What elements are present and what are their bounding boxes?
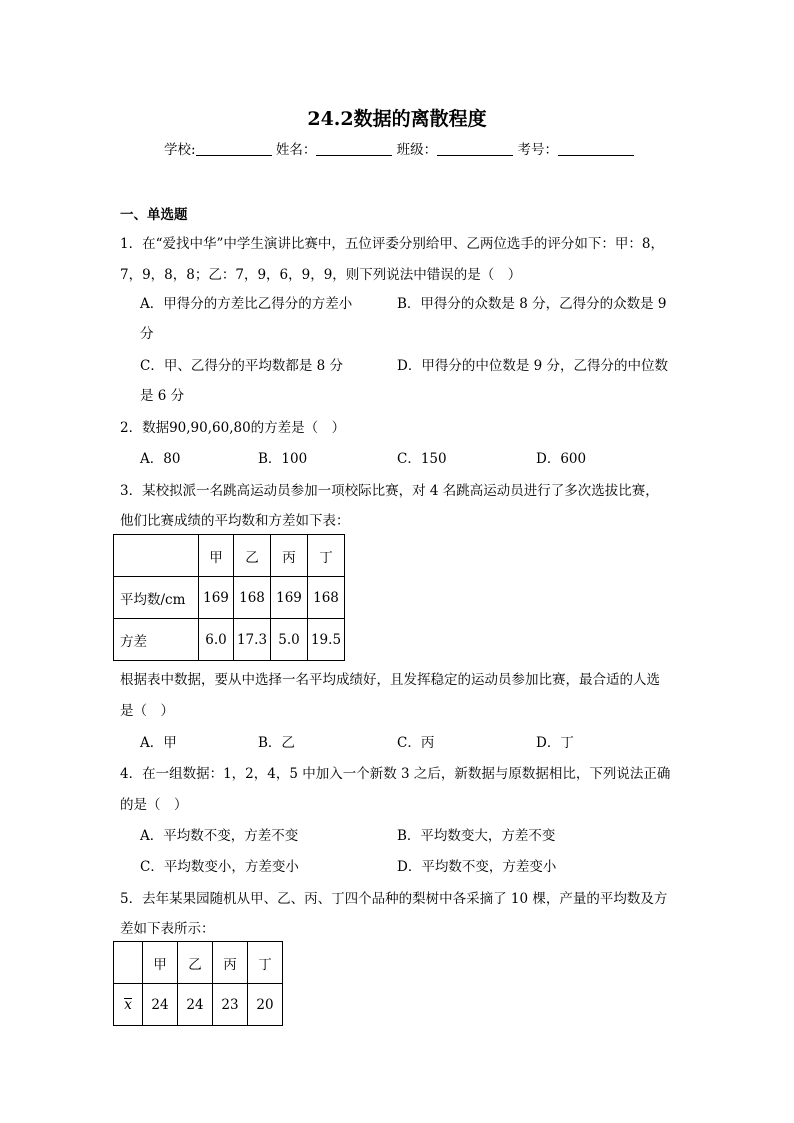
q3-option-c: C．丙 [397,735,435,751]
table-cell: 乙 [234,535,271,577]
q1-option-c: C．甲、乙得分的平均数都是 8 分 [140,358,344,374]
q2-option-b: B．100 [258,451,308,467]
table-cell: 168 [234,577,271,619]
table-cell: 24 [178,984,213,1026]
q4-option-c: C．平均数变小，方差变小 [140,859,299,875]
q4-option-b: B．平均数变大，方差不变 [397,828,556,844]
q4-option-d: D．平均数不变，方差变小 [397,859,557,875]
q3-after-line2: 是（ ） [120,703,174,719]
table-cell: 24 [143,984,178,1026]
table-cell: 23 [213,984,248,1026]
table-cell: 方差 [114,619,199,661]
table-cell: 20 [248,984,283,1026]
x-bar-symbol: x [124,996,132,1013]
exam-no-blank [558,141,634,156]
class-label: 班级： [396,142,438,158]
table-cell [114,984,143,1026]
q5-stem-line2: 差如下表所示： [120,921,215,937]
table-cell [114,535,199,577]
table-cell: 丙 [271,535,308,577]
page-title: 24.2数据的离散程度 [307,108,487,130]
table-row [114,984,283,1026]
q1-stem-line1: 1．在“爱找中华”中学生演讲比赛中，五位评委分别给甲、乙两位选手的评分如下：甲：8， [120,236,664,252]
table-cell [114,942,143,984]
q3-option-a: A．甲 [140,735,177,751]
table-cell: 168 [308,577,345,619]
table-cell: 17.3 [234,619,271,661]
q3-option-b: B．乙 [258,735,295,751]
q1-option-a: A．甲得分的方差比乙得分的方差小 [140,296,353,312]
table-cell: 乙 [178,942,213,984]
table-cell: 甲 [199,535,234,577]
q3-after-line1: 根据表中数据，要从中选择一名平均成绩好，且发挥稳定的运动员参加比赛，最合适的人选 [120,672,660,688]
table-cell: 169 [271,577,308,619]
table-row [114,619,345,661]
q4-option-a: A．平均数不变，方差不变 [140,828,299,844]
table-cell: 丁 [248,942,283,984]
q3-option-d: D．丁 [536,735,574,751]
table-cell: 丙 [213,942,248,984]
q3-stem-line2: 他们比赛成绩的平均数和方差如下表： [120,513,350,529]
q5-table [113,941,283,1026]
q2-stem: 2．数据90,90,60,80的方差是（ ） [120,420,346,436]
table-cell: 6.0 [199,619,234,661]
section-heading: 一、单选题 [120,207,188,223]
table-cell: 平均数/cm [114,577,199,619]
table-header-row [114,942,283,984]
q5-stem-line1: 5．去年某果园随机从甲、乙、丙、丁四个品种的梨树中各采摘了 10 棵，产量的平均数及方 [120,891,668,907]
name-label: 姓名： [275,142,317,158]
school-blank [196,141,272,156]
table-cell: 丁 [308,535,345,577]
table-cell: 5.0 [271,619,308,661]
table-cell: 169 [199,577,234,619]
table-cell: 甲 [143,942,178,984]
name-blank [316,141,392,156]
q1-stem-line2: 7，9，8，8；乙：7，9，6，9，9，则下列说法中错误的是（ ） [120,267,522,283]
q1-option-b: B．甲得分的众数是 8 分，乙得分的众数是 9 [397,296,667,312]
q1-option-b-cont: 分 [140,326,154,342]
q3-table [113,534,345,661]
q2-option-c: C．150 [397,451,447,467]
student-info-line [164,138,634,158]
q1-option-d-cont: 是 6 分 [140,388,185,404]
table-cell: 19.5 [308,619,345,661]
class-blank [437,141,513,156]
q1-option-d: D．甲得分的中位数是 9 分，乙得分的中位数 [397,358,668,374]
q4-stem-line2: 的是（ ） [120,797,188,813]
table-header-row [114,535,345,577]
q3-stem-line1: 3．某校拟派一名跳高运动员参加一项校际比赛，对 4 名跳高运动员进行了多次选拔比赛， [120,483,659,499]
q2-option-d: D．600 [536,451,587,467]
school-label: 学校: [164,142,196,158]
exam-no-label: 考号： [517,142,558,158]
q4-stem-line1: 4．在一组数据：1，2，4，5 中加入一个新数 3 之后，新数据与原数据相比，下列说法正确 [120,766,671,782]
q2-option-a: A．80 [140,451,181,467]
table-row [114,577,345,619]
